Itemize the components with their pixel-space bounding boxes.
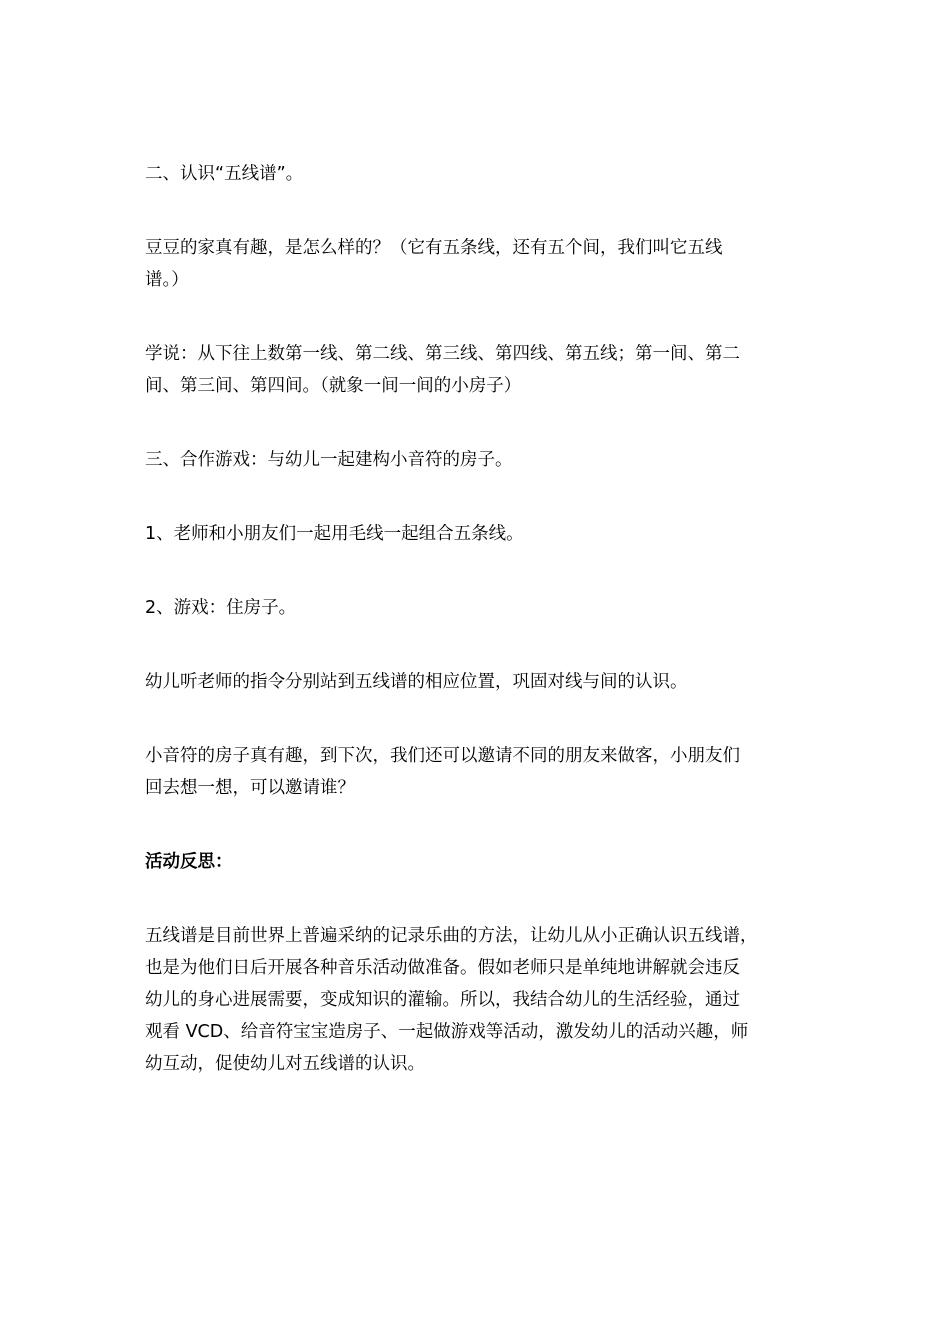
text-line: 幼儿的身心进展需要，变成知识的灌输。所以，我结合幼儿的生活经验，通过 [145, 990, 740, 1010]
text-line: 二、认识“五线谱”。 [145, 164, 304, 184]
text-line: 谱。） [145, 270, 189, 290]
text-line: 三、合作游戏：与幼儿一起建构小音符的房子。 [145, 450, 513, 470]
text-line: 活动反思： [145, 852, 233, 872]
text-line: 回去想一想，可以邀请谁？ [145, 778, 355, 798]
text-line: 学说：从下往上数第一线、第二线、第三线、第四线、第五线；第一间、第二 [145, 344, 740, 364]
text-line: 小音符的房子真有趣，到下次，我们还可以邀请不同的朋友来做客，小朋友们 [145, 746, 740, 766]
paragraph-doudou-home [145, 232, 810, 296]
text-line: 也是为他们日后开展各种音乐活动做准备。假如老师只是单纯地讲解就会违反 [145, 958, 740, 978]
text-line: 豆豆的家真有趣，是怎么样的？（它有五条线，还有五个间，我们叫它五线 [145, 238, 723, 258]
text-line: 1、老师和小朋友们一起用毛线一起组合五条线。 [145, 524, 524, 544]
paragraph-counting-lines [145, 338, 810, 402]
text-line: 2、游戏：住房子。 [145, 598, 297, 618]
section-heading-game [145, 444, 810, 476]
paragraph-reflection [145, 920, 810, 1080]
list-item-2 [145, 592, 810, 624]
document-body [145, 158, 810, 1122]
paragraph-instructions [145, 666, 810, 698]
text-line: 幼儿听老师的指令分别站到五线谱的相应位置，巩固对线与间的认识。 [145, 672, 688, 692]
paragraph-invite [145, 740, 810, 804]
text-line: 五线谱是目前世界上普遍采纳的记录乐曲的方法，让幼儿从小正确认识五线谱， [145, 926, 758, 946]
reflection-heading [145, 846, 810, 878]
text-line: 间、第三间、第四间。（就象一间一间的小房子） [145, 376, 522, 396]
text-line: 观看 VCD、给音符宝宝造房子、一起做游戏等活动，激发幼儿的活动兴趣，师 [145, 1022, 749, 1042]
list-item-1 [145, 518, 810, 550]
section-heading-staff [145, 158, 810, 190]
text-line: 幼互动，促使幼儿对五线谱的认识。 [145, 1054, 425, 1074]
